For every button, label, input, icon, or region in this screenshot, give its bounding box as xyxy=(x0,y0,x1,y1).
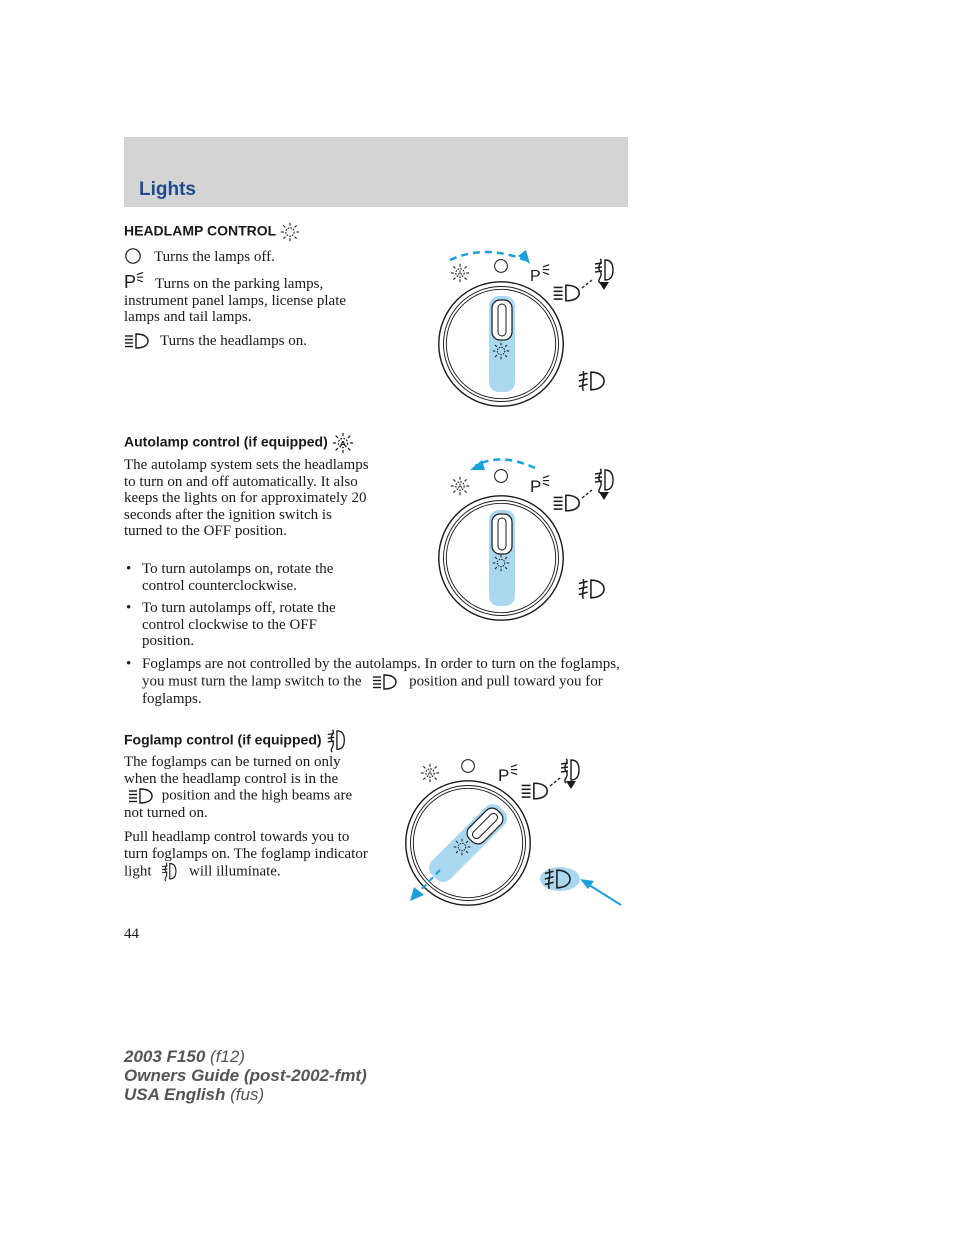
p-label-3: P xyxy=(498,766,510,785)
off-text: Turns the lamps off. xyxy=(154,249,275,265)
off-circle-icon xyxy=(124,247,142,265)
section-banner xyxy=(124,137,628,207)
bullet-3-text-a: Foglamps are not controlled by the autolamps. In order to turn on the foglamps, you must turn the lamp switch to the xyxy=(142,656,620,689)
headlamp-icon xyxy=(124,332,150,350)
headlamps-text: Turns the headlamps on. xyxy=(160,333,307,349)
autolamp-knob-diagram xyxy=(430,456,630,626)
parking-p-icon: P xyxy=(124,272,145,293)
footer-model: 2003 F150 xyxy=(124,1047,206,1066)
footer-line-1 xyxy=(124,1047,367,1066)
footer-code: (f12) xyxy=(210,1047,245,1066)
foglamp-paragraph-2 xyxy=(124,829,374,882)
p-label-2: P xyxy=(530,477,542,496)
footer-guide: Owners Guide (post-2002-fmt) xyxy=(124,1066,367,1085)
headlamp-sun-icon xyxy=(280,222,300,242)
headlamp-knob-diagram xyxy=(430,248,630,418)
autolamp-heading-text: Autolamp control (if equipped) xyxy=(124,433,328,450)
foglamp-heading-text: Foglamp control (if equipped) xyxy=(124,731,322,748)
headlamp-heading xyxy=(124,222,300,242)
document-footer xyxy=(124,1047,367,1104)
autolamp-body: The autolamp system sets the headlamps to turn on and off automatically. It also keeps the lights on for approximately 20 seconds after the ignition switch is turned to the OFF position. xyxy=(124,457,369,539)
foglamp-heading xyxy=(124,729,347,753)
foglamp-icon xyxy=(325,729,347,753)
autolamp-bullet-2: • To turn autolamps off, rotate the control clockwise to the OFF position. xyxy=(126,600,336,649)
foglamp-p2-b: will illuminate. xyxy=(189,863,281,880)
inline-headlamp-icon xyxy=(365,673,405,691)
foglamp-p1-b: position and the high beams are not turned on. xyxy=(124,787,353,821)
foglamp-knob-diagram xyxy=(400,755,630,910)
p-label-1: P xyxy=(530,268,541,285)
footer-line-2 xyxy=(124,1066,367,1085)
footer-lang-code: (fus) xyxy=(230,1085,265,1104)
foglamp-paragraph-1 xyxy=(124,754,374,822)
footer-language: USA English xyxy=(124,1085,226,1104)
headlamp-heading-text: HEADLAMP CONTROL xyxy=(124,222,276,239)
autolamp-heading xyxy=(124,432,354,454)
autolamp-icon xyxy=(332,432,354,454)
foglamp-p2-a: Pull headlamp control towards you to turn foglamps on. The foglamp indicator light xyxy=(124,829,368,880)
footer-line-3 xyxy=(124,1085,367,1104)
inline-fog-indicator-icon xyxy=(155,862,185,882)
autolamp-bullet-3: • Foglamps are not controlled by the autolamps. In order to turn on the foglamps, you must turn the lamp switch to the position and pull toward you for foglamps. xyxy=(126,656,620,707)
section-title: Lights xyxy=(139,179,196,200)
autolamp-bullet-1: • To turn autolamps on, rotate the control counterclockwise. xyxy=(126,561,334,594)
bullet-3-text-b: position and pull toward you for foglamps. xyxy=(142,672,603,707)
parking-text: Turns on the parking lamps, instrument panel lamps, license plate lamps and tail lamps. xyxy=(124,276,347,325)
bullet-2-text: To turn autolamps off, rotate the control clockwise to the OFF position. xyxy=(142,600,336,649)
page-number: 44 xyxy=(124,926,139,942)
foglamp-p1-a: The foglamps can be turned on only when the headlamp control is in the xyxy=(124,754,341,787)
bullet-1-text: To turn autolamps on, rotate the control counterclockwise. xyxy=(142,561,334,594)
inline-headlamp-icon-2 xyxy=(124,787,158,805)
